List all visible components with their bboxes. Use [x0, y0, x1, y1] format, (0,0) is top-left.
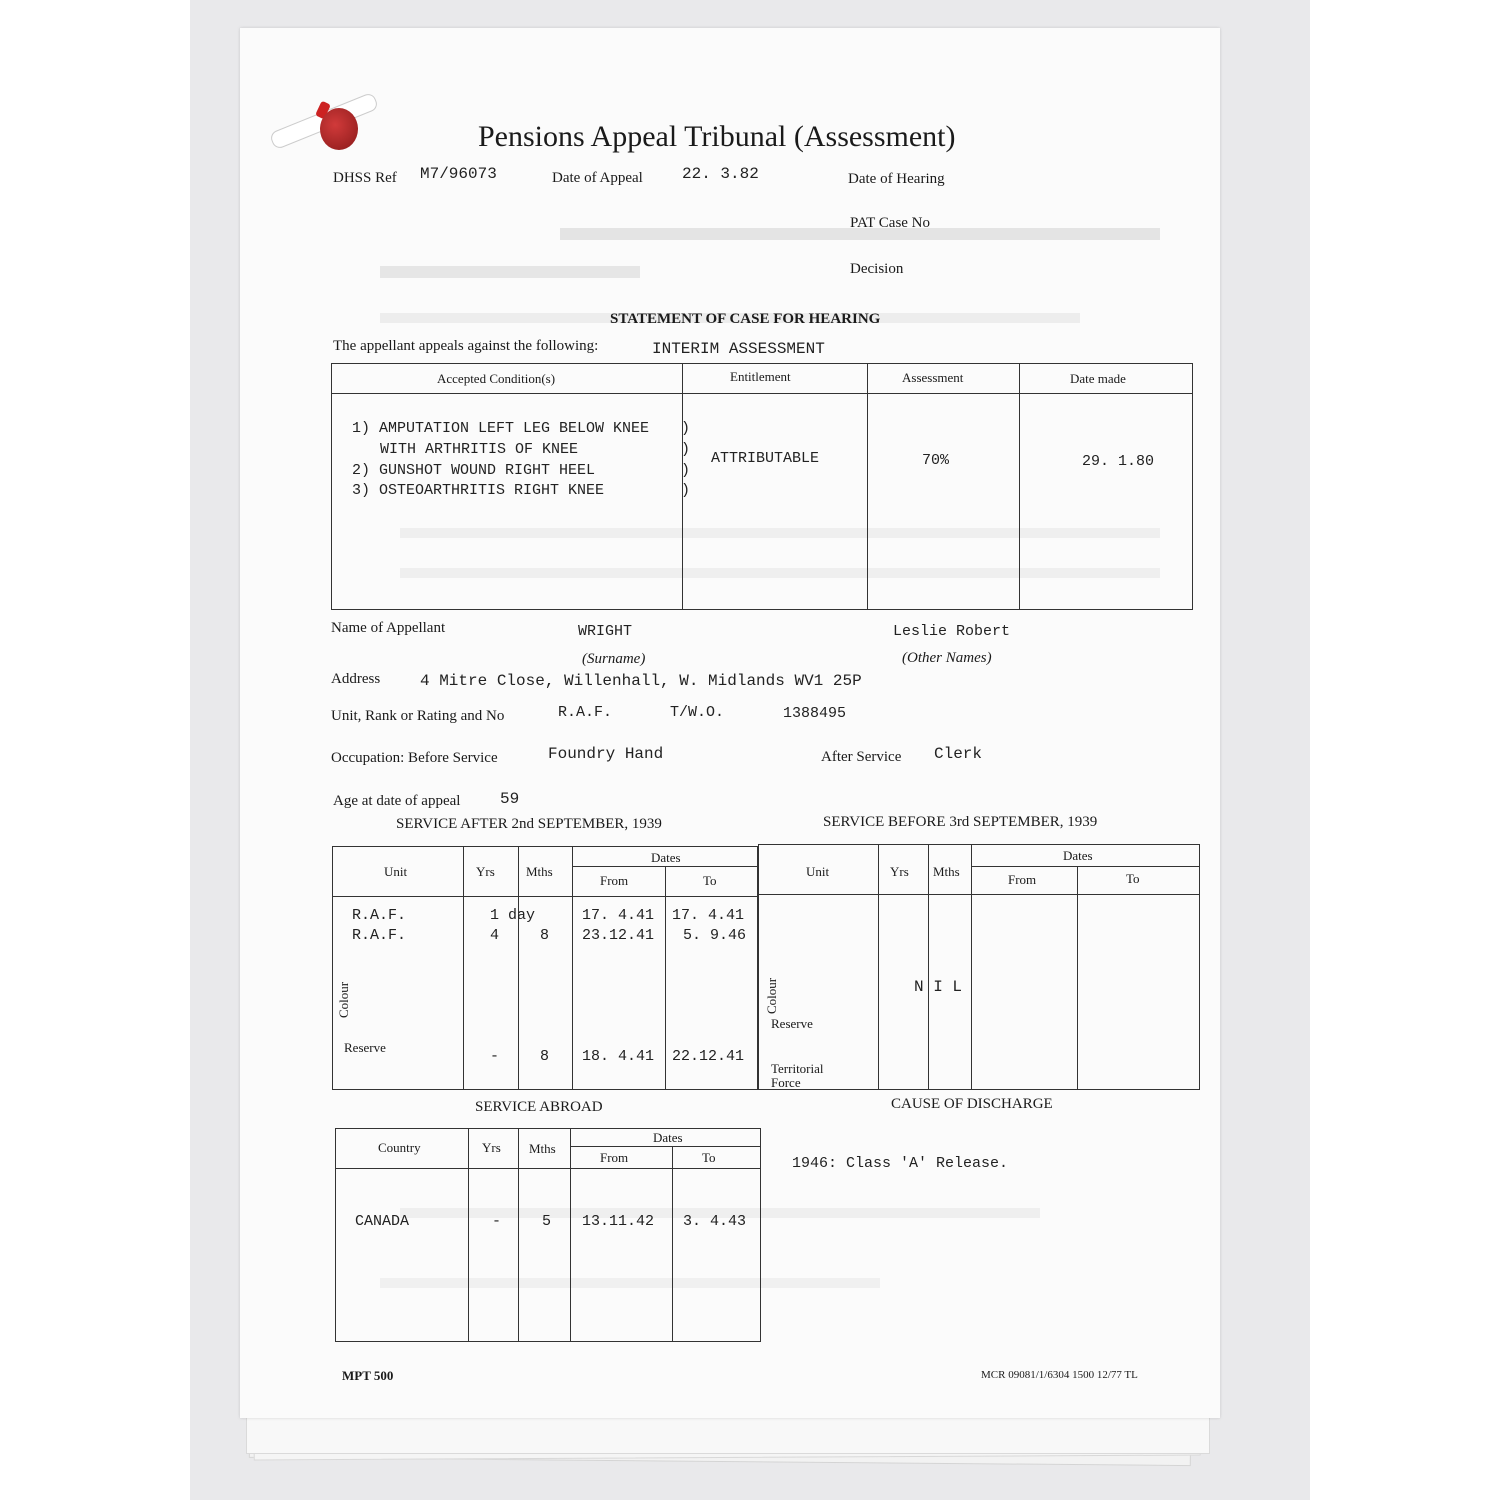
tag-knot: [320, 108, 358, 150]
header-from: From: [600, 1150, 629, 1165]
age-value: 59: [500, 790, 520, 808]
unit-value: R.A.F.: [558, 704, 613, 721]
condition-bracket: ): [681, 462, 691, 479]
print-code: MCR 09081/1/6304 1500 12/77 TL: [981, 1369, 1138, 1381]
other-names-caption: (Other Names): [902, 650, 992, 666]
condition-line: 1) AMPUTATION LEFT LEG BELOW KNEE: [352, 420, 650, 437]
header-unit: Unit: [806, 864, 830, 879]
service-row-to: 5. 9.46: [683, 927, 747, 944]
service-number-value: 1388495: [783, 705, 847, 722]
service-row-unit: R.A.F.: [352, 907, 407, 924]
header-from: From: [600, 873, 629, 888]
reserve-label: Reserve: [771, 1016, 813, 1031]
service-after-header-divider: [332, 896, 758, 897]
reserve-yrs: -: [490, 1048, 500, 1065]
header-to: To: [702, 1150, 716, 1165]
surname-value: WRIGHT: [578, 623, 633, 640]
entitlement-value: ATTRIBUTABLE: [711, 450, 820, 467]
dhss-ref-label: DHSS Ref: [333, 170, 397, 186]
form-title: Pensions Appeal Tribunal (Assessment): [478, 120, 956, 153]
date-of-appeal-value: 22. 3.82: [682, 165, 759, 183]
conditions-column-divider: [867, 363, 868, 609]
occupation-label: Occupation: Before Service: [331, 750, 498, 766]
territorial-force-label: Territorial Force: [771, 1061, 824, 1090]
column-divider: [971, 844, 972, 1090]
service-abroad-header-divider: [335, 1168, 761, 1169]
colour-label: Colour: [764, 977, 779, 1014]
abroad-to: 3. 4.43: [683, 1213, 747, 1230]
header-mths: Mths: [526, 864, 553, 879]
abroad-yrs: -: [492, 1213, 502, 1230]
background-right: [1310, 0, 1500, 1500]
header-yrs: Yrs: [890, 864, 909, 879]
header-dates: Dates: [1063, 848, 1093, 863]
pat-case-label: PAT Case No: [850, 215, 931, 231]
column-divider: [518, 1128, 519, 1342]
condition-bracket: ): [681, 420, 691, 437]
form-code: MPT 500: [342, 1368, 394, 1383]
show-through-text: [380, 266, 640, 278]
condition-bracket: ): [681, 482, 691, 499]
appeals-against-value: INTERIM ASSESSMENT: [652, 340, 825, 358]
condition-bracket: ): [681, 441, 691, 458]
service-row-unit: R.A.F.: [352, 927, 407, 944]
header-yrs: Yrs: [482, 1140, 501, 1155]
condition-line: 2) GUNSHOT WOUND RIGHT HEEL: [352, 462, 596, 479]
column-divider: [878, 844, 879, 1090]
condition-line: 3) OSTEOARTHRITIS RIGHT KNEE: [352, 482, 605, 499]
cause-of-discharge-heading: CAUSE OF DISCHARGE: [891, 1096, 1053, 1112]
service-row-from: 17. 4.41: [582, 907, 655, 924]
service-before-dates-divider: [971, 866, 1200, 867]
service-row-mths: 8: [540, 927, 550, 944]
header-dates: Dates: [651, 850, 681, 865]
surname-caption: (Surname): [582, 651, 646, 667]
name-label: Name of Appellant: [331, 620, 446, 636]
header-mths: Mths: [529, 1141, 556, 1156]
header-to: To: [1126, 871, 1140, 886]
header-accepted-conditions: Accepted Condition(s): [437, 371, 556, 386]
column-divider: [570, 1128, 571, 1342]
before-service-value: Foundry Hand: [548, 745, 664, 763]
column-divider: [665, 866, 666, 1090]
service-row-to: 17. 4.41: [672, 907, 745, 924]
service-row-from: 23.12.41: [582, 927, 655, 944]
conditions-column-divider: [1019, 363, 1020, 609]
date-of-hearing-label: Date of Hearing: [848, 171, 945, 187]
service-row-yrs: 1 day: [490, 907, 536, 924]
header-yrs: Yrs: [476, 864, 495, 879]
appeals-against-label: The appellant appeals against the following:: [333, 338, 599, 354]
decision-label: Decision: [850, 261, 904, 277]
dhss-ref-value: M7/96073: [420, 165, 497, 183]
column-divider: [518, 846, 519, 1090]
column-divider: [1077, 866, 1078, 1090]
colour-label: Colour: [336, 981, 351, 1018]
reserve-mths: 8: [540, 1048, 550, 1065]
statement-heading: STATEMENT OF CASE FOR HEARING: [610, 311, 881, 327]
service-row-yrs: 4: [490, 927, 500, 944]
abroad-country: CANADA: [355, 1213, 410, 1230]
conditions-header-divider: [331, 393, 1193, 394]
header-entitlement: Entitlement: [730, 369, 791, 384]
service-after-heading: SERVICE AFTER 2nd SEPTEMBER, 1939: [396, 816, 662, 832]
nil-value: N I L: [914, 978, 963, 996]
header-date-made: Date made: [1070, 371, 1126, 386]
age-label: Age at date of appeal: [333, 793, 461, 809]
service-abroad-heading: SERVICE ABROAD: [475, 1099, 603, 1115]
cause-of-discharge-value: 1946: Class 'A' Release.: [792, 1155, 1009, 1172]
service-abroad-dates-divider: [570, 1146, 761, 1147]
after-service-value: Clerk: [934, 745, 983, 763]
service-abroad-table: [335, 1128, 761, 1342]
header-assessment: Assessment: [902, 370, 964, 385]
header-unit: Unit: [384, 864, 408, 879]
address-label: Address: [331, 671, 381, 687]
reserve-from: 18. 4.41: [582, 1048, 655, 1065]
after-service-label: After Service: [821, 749, 902, 765]
background-left: [0, 0, 190, 1500]
other-names-value: Leslie Robert: [893, 623, 1011, 640]
rank-value: T/W.O.: [670, 704, 725, 721]
header-dates: Dates: [653, 1130, 683, 1145]
service-before-heading: SERVICE BEFORE 3rd SEPTEMBER, 1939: [823, 814, 1098, 830]
column-divider: [572, 846, 573, 1090]
service-before-header-divider: [758, 894, 1200, 895]
header-country: Country: [378, 1140, 421, 1155]
column-divider: [672, 1146, 673, 1342]
column-divider: [928, 844, 929, 1090]
reserve-to: 22.12.41: [672, 1048, 745, 1065]
abroad-mths: 5: [542, 1213, 552, 1230]
reserve-label: Reserve: [344, 1040, 386, 1055]
header-from: From: [1008, 872, 1037, 887]
column-divider: [463, 846, 464, 1090]
abroad-from: 13.11.42: [582, 1213, 655, 1230]
column-divider: [468, 1128, 469, 1342]
unit-label: Unit, Rank or Rating and No: [331, 708, 505, 724]
address-value: 4 Mitre Close, Willenhall, W. Midlands WV1 25P: [420, 672, 862, 690]
date-made-value: 29. 1.80: [1082, 453, 1155, 470]
assessment-value: 70%: [922, 452, 950, 469]
condition-line: WITH ARTHRITIS OF KNEE: [380, 441, 579, 458]
header-mths: Mths: [933, 864, 960, 879]
date-of-appeal-label: Date of Appeal: [552, 170, 643, 186]
header-to: To: [703, 873, 717, 888]
